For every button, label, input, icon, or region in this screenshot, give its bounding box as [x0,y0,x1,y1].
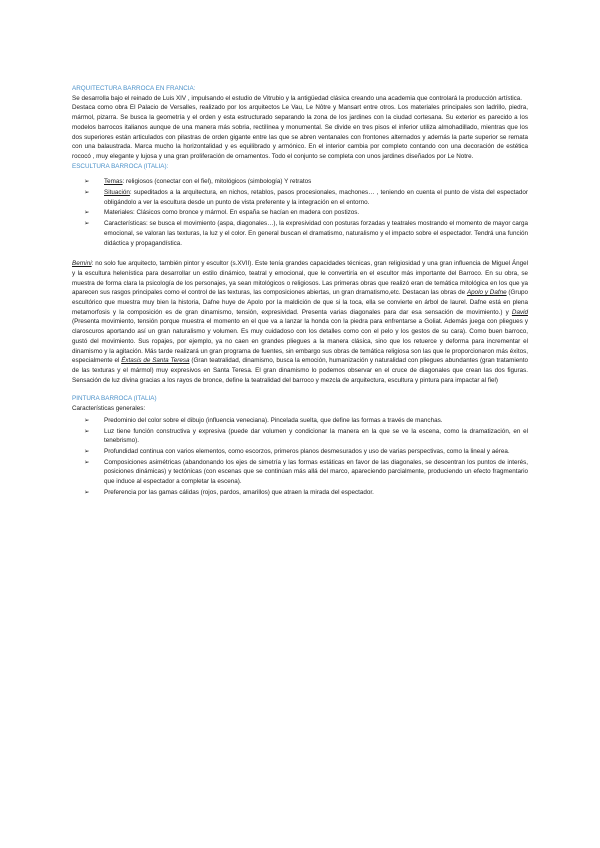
list-item [72,219,528,248]
bernini-text-3: (Presenta movimiento, tensión porque muestra el momento en el que va a lanzar la honda con la piedra para enfrentarse a Goliat. Además juega con pliegues y claroscuros aportando así un gran naturalismo y volumen. Es muy cuidadoso con los detalles como con el pelo y los gestos de su cara). Como buen barroco, gustó del movimiento. Sus ropajes, por ejemplo, ya no caen en grandes pliegues a la manera clásica, sino que los retuerce y deforma para incrementar el dinamismo y la agitación. Más tarde realizará un gran programa de fuentes, sin embargo sus obras de temática religiosa son las que le proporcionaron más éxitos, especialmente el [72,318,528,365]
list-item [72,416,528,426]
bullet-text: Composiciones asimétricas (abandonando los ejes de simetría y las formas estáticas en favor de las diagonales, se descentran los puntos de interés, posiciones dinámicas) y tectónicas (con escenas que se continúan más allá del marco, apareciendo parcialmente, produciendo un efecto fragmentario que induce al espectador a completar la escena). [104,458,528,486]
section-heading-escultura: ESCULTURA BARROCA (ITALIA): [72,162,169,170]
bullet-text: Luz tiene función constructiva y expresiva (puede dar volumen y condicionar la manera en la que se ve la escena, como la dramatización, en el tenebrismo). [104,427,528,445]
list-item [72,447,528,457]
list-item [72,188,528,207]
bernini-text-4: (Gran teatralidad, dinamismo, busca la emoción, humanización y naturalidad con pliegues abundantes (gran tratamiento de las texturas y el mármol) muy expresivos en Santa Teresa. El gran dinamismo lo podemos observar en el cruce de diagonales que crean las dos figuras. Sensación de luz divina gracias a los rayos de bronce, define la teatralidad del barroco y mezcla de arquitectura, escultura y pintura para impactar al fiel) [72,357,528,384]
bullet-text: Características: se busca el movimiento (aspa, diagonales…), la expresividad con posturas forzadas y teatrales mostrando el momento de mayor carga emocional, se valoran las texturas, la luz y el color. En general buscan el dramatismo, naturalismo y el impacto sobre el espectador. Tendrá una función didáctica y propagandística. [104,220,528,247]
subheading-caracteristicas: Características generales: [72,405,146,413]
work-title-david: David [511,308,528,316]
list-item [72,427,528,446]
list-item [72,488,528,498]
arrow-bullet-icon: ➢ [84,178,90,186]
paragraph-bernini [72,259,528,385]
bullet-text: Predominio del color sobre el dibujo (influencia veneciana). Pincelada suelta, que define las formas a través de manchas. [104,416,443,424]
list-item [72,208,528,218]
bullet-label: Situación [104,189,130,197]
work-title-apolo-y-dafne: Apolo y Dafne [466,289,507,297]
bullet-text: Profundidad continua con varios elementos, como escorzos, primeros planos desmesurados y uso de varias perspectivas, como la lineal y aérea. [104,447,510,455]
section-heading-arquitectura: ARQUITECTURA BARROCA EN FRANCIA: [72,85,196,92]
arrow-bullet-icon: ➢ [84,416,90,424]
arrow-bullet-icon: ➢ [84,189,90,197]
bullet-text: : supeditados a la arquitectura, en nichos, retablos, pasos procesionales, machones… , teniendo en cuenta el punto de vista del espectador obligándolo a ver la escultura desde un punto de vista preferente y la integración en el entorno. [104,189,528,206]
paragraph-intro: Se desarrolla bajo el reinado de Luis XIV , impulsando el estudio de Vitrubio y la antigüedad clásica creando una academia que controlará la producción artística. [72,94,523,102]
arrow-bullet-icon: ➢ [84,209,90,217]
bernini-name: Bernini [72,260,92,268]
bullet-text: : religiosos (conectar con el fiel), mitológicos (simbología) Y retratos [122,178,312,186]
escultura-bullet-list [72,177,528,248]
section-heading-pintura: PINTURA BARROCA (ITALIA) [72,395,157,403]
arrow-bullet-icon: ➢ [84,427,90,435]
bullet-text: Preferencia por las gamas cálidas (rojos, pardos, amarillos) que atraen la mirada del espectador. [104,488,374,496]
paragraph-versalles: Destaca como obra El Palacio de Versalles, realizado por los arquitectos Le Vau, Le Nôtre y Mansart entre otros. Los materiales principales son ladrillo, piedra, mármol, pizarra. Se busca la geometría y el orden y esta estructurado separando la zona de los jardines con la ciudad cortesana. Su exterior es parecido a los modelos barrocos italianos aunque de una manera más sobria, rectilínea y monumental. Se divide en tres pisos el inferior utiliza almohadillado, mientras que los dos superiores están articulados con pilastras de orden gigante entre las que se abren ventanales con frontones alternados y además la parte superior se remata con una balaustrada. Marca mucho la horizontalidad y es equilibrado y armónico. En el interior cambia por completo contando con una decoración de estética rococó , muy elegante y lujosa y una gran proliferación de ornamentos. Todo el conjunto se completa con unos jardines diseñados por Le Notre. [72,104,528,160]
list-item [72,458,528,487]
pintura-bullet-list [72,416,528,498]
arrow-bullet-icon: ➢ [84,488,90,496]
document-body [72,84,528,499]
bullet-label: Temas [104,178,123,186]
arrow-bullet-icon: ➢ [84,220,90,228]
bernini-text-1: : no solo fue arquitecto, también pintor y escultor (s.XVII). Este tenía grandes capacidades técnicas, gran religiosidad y una gran influencia de Miguel Ángel y la escultura helenística para desarrollar un estilo dinámico, teatral y emocional, que le convertiría en el escultor más importante del Barroco. En su obra, se muestra de forma clara la psicología de los personajes, ya sean mitológicos o religiosos. Las primeras obras que realizó eran de temática mitológica en los que ya aparecen sus rasgos principales como el control de las texturas, las composiciones abiertas, un gran dramatismo,etc. Destacan las obras de [72,260,528,297]
work-title-extasis: Éxtasis de Santa Teresa [121,357,190,365]
arrow-bullet-icon: ➢ [84,447,90,455]
bullet-text: Materiales: Clásicos como bronce y mármol. En españa se hacían en madera con postizos. [104,209,360,217]
arrow-bullet-icon: ➢ [84,458,90,466]
list-item [72,177,528,187]
bernini-text-2: (Grupo escultórico que muestra muy bien la historia, Dafne huye de Apolo por la maldición de que si la toca, ella se convierte en árbol de laurel. Dafne está en plena metamorfosis y la composición es de gran dinamismo, tensión, expresividad. Presenta varias diagonales para dar esa sensación de movimiento.) y [72,289,528,316]
